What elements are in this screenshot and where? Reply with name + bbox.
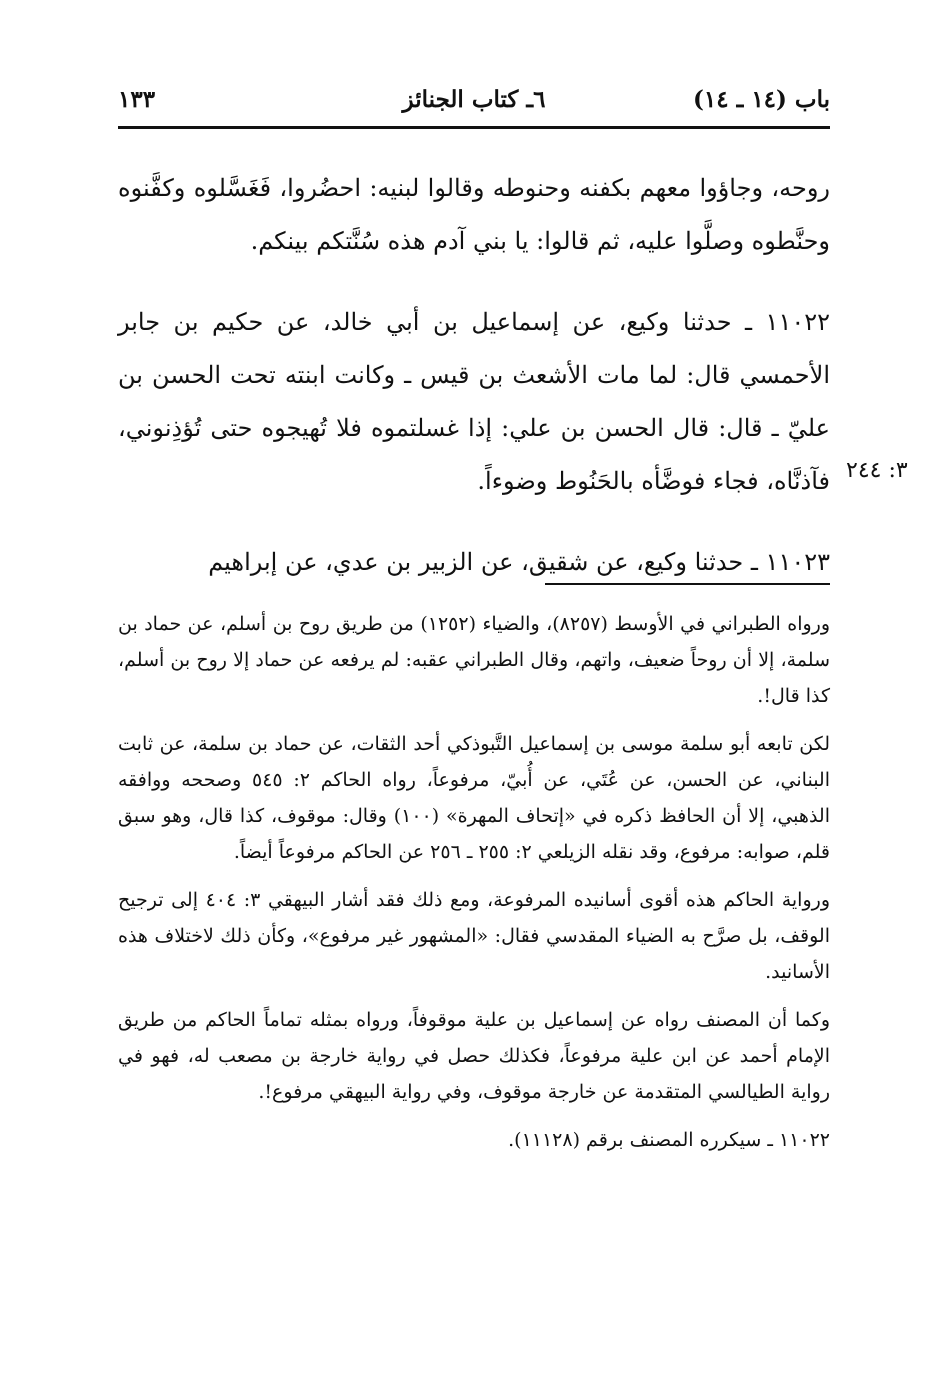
footnote-paragraph: لكن تابعه أبو سلمة موسى بن إسماعيل التَّبوذكي أحد الثقات، عن حماد بن سلمة، عن ثابت البناني، عن الحسن، عن عُتَي، عن أُبيّ، مرفوعاً، رواه الحاكم ٢: ٥٤٥ وصححه ووافقه الذهبي، إلا أن الحافظ ذكره في «إتحاف المهرة» (١٠٠) وقال: موقوف، كذا قال، وهو سبق قلم، صوابه: مرفوع، وقد نقله الزيلعي ٢: ٢٥٥ ـ ٢٥٦ عن الحاكم مرفوعاً أيضاً. xyxy=(118,733,830,863)
margin-reference: ٣: ٢٤٤ xyxy=(846,458,908,483)
main-paragraph: ١١٠٢٣ ـ حدثنا وكيع، عن شقيق، عن الزبير بن عدي، عن إبراهيم xyxy=(208,548,830,576)
main-text xyxy=(118,162,830,589)
book-title: ٦ـ كتاب الجنائز xyxy=(402,86,546,113)
footnote-paragraph: ورواية الحاكم هذه أقوى أسانيده المرفوعة، ومع ذلك فقد أشار البيهقي ٣: ٤٠٤ إلى ترجيح الوقف، بل صرَّح به الضياء المقدسي فقال: «المشهور غير مرفوع»، وكأن ذلك لاختلاف هذه الأسانيد. xyxy=(118,889,830,983)
page-header xyxy=(118,86,830,122)
footnote-paragraph: ورواه الطبراني في الأوسط (٨٢٥٧)، والضياء (١٢٥٢) من طريق روح بن أسلم، عن حماد بن سلمة، إلا أن روحاً ضعيف، واتهم، وقال الطبراني عقبه: لم يرفعه عن حماد إلا روح بن أسلم، كذا قال!. xyxy=(118,613,831,707)
footnote-paragraph: وكما أن المصنف رواه عن إسماعيل بن علية موقوفاً، ورواه بمثله تماماً الحاكم من طريق الإمام أحمد عن ابن علية مرفوعاً، فكذلك حصل في رواية خارجة بن مصعب له، فهو في رواية الطيالسي المتقدمة عن خارجة موقوف، وفي رواية البيهقي مرفوع!. xyxy=(118,1009,830,1103)
footnote-separator xyxy=(545,583,830,585)
page-number: ١٣٣ xyxy=(118,86,156,113)
footnote-paragraph: ١١٠٢٢ ـ سيكرره المصنف برقم (١١١٢٨). xyxy=(508,1129,830,1151)
footnotes xyxy=(118,606,830,1170)
main-paragraph: ١١٠٢٢ ـ حدثنا وكيع، عن إسماعيل بن أبي خالد، عن حكيم بن جابر الأحمسي قال: لما مات الأشعث بن قيس ـ وكانت ابنته تحت الحسن بن عليّ ـ قال: قال الحسن بن علي: إذا غسلتموه فلا تُهيجوه حتى تُؤذِنوني، فآذنَّاه، فجاء فوضَّأه بالحَنُوط وضوءاً. xyxy=(118,308,830,495)
header-rule xyxy=(118,126,830,129)
chapter-section: باب (١٤ ـ ١٤) xyxy=(692,86,830,113)
main-paragraph: روحه، وجاؤوا معهم بكفنه وحنوطه وقالوا لبنيه: احضُروا، فَغَسَّلوه وكفَّنوه وحنَّطوه وصلَّوا عليه، ثم قالوا: يا بني آدم هذه سُنَّتكم بينكم. xyxy=(118,174,830,255)
